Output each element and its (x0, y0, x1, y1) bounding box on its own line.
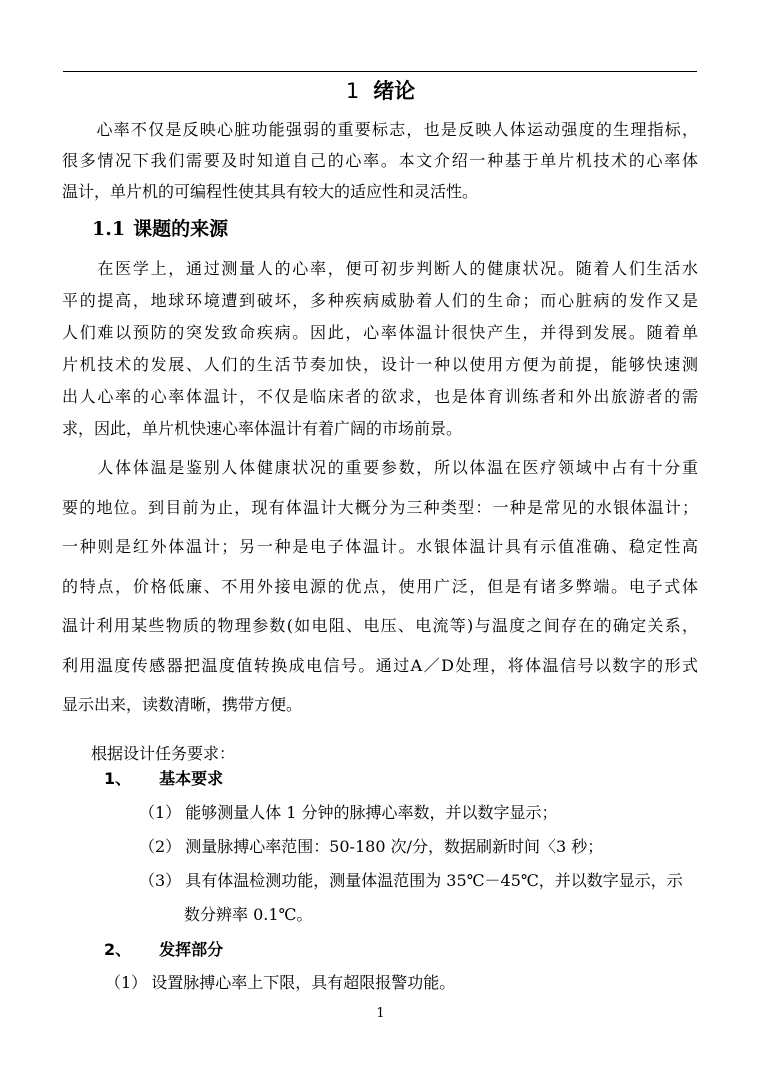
paragraph-line: 心率不仅是反映心脏功能强弱的重要标志，也是反映人体运动强度的生理指标， (62, 120, 698, 139)
paragraph-line: 出人心率的心率体温计，不仅是临床者的欲求，也是体育训练者和外出旅游者的需 (62, 387, 698, 406)
intro-paragraph (62, 114, 698, 207)
paragraph-line: 求，因此，单片机快速心率体温计有着广阔的市场前景。 (62, 419, 463, 438)
paragraph-line: 平的提高，地球环境遭到破坏，多种疾病威胁着人们的生命；而心脏病的发作又是 (62, 291, 698, 310)
chapter-heading (0, 75, 761, 105)
paragraph-line: 人们难以预防的突发致命疾病。因此，心率体温计很快产生，并得到发展。随着单 (62, 323, 698, 342)
source-paragraph-1 (62, 253, 698, 445)
basic-requirements-title: 基本要求 (159, 769, 224, 788)
paragraph-line: 片机技术的发展、人们的生活节奏加快，设计一种以使用方便为前提，能够快速测 (62, 355, 698, 374)
section-heading (92, 214, 228, 241)
basic-item-3-continuation: 数分辨率 0.1℃。 (184, 905, 313, 924)
extra-requirements-number: 2、 (104, 940, 132, 959)
requirements-intro: 根据设计任务要求： (91, 744, 236, 763)
paragraph-line: 利用温度传感器把温度值转换成电信号。通过A／D处理，将体温信号以数字的形式 (62, 655, 698, 675)
paragraph-line: 温计利用某些物质的物理参数(如电阻、电压、电流等)与温度之间存在的确定关系， (62, 616, 698, 635)
paragraph-line: 在医学上，通过测量人的心率，便可初步判断人的健康状况。随着人们生活水 (62, 259, 698, 278)
item-text: 测量脉搏心率范围：50-180 次/分，数据刷新时间〈3 秒； (185, 837, 604, 856)
item-text: 能够测量人体 1 分钟的脉搏心率数，并以数字显示； (185, 803, 558, 822)
paragraph-line: 一种则是红外体温计；另一种是电子体温计。水银体温计具有示值准确、稳定性高 (62, 537, 698, 556)
page-number: 1 (376, 1006, 385, 1021)
paragraph-line: 显示出来，读数清晰，携带方便。 (62, 695, 303, 714)
extra-requirements-title: 发挥部分 (159, 940, 224, 959)
basic-item-2 (139, 834, 603, 857)
basic-requirements-number: 1、 (104, 769, 132, 788)
basic-item-3 (139, 868, 683, 891)
paragraph-line: 要的地位。到目前为止，现有体温计大概分为三种类型：一种是常见的水银体温计； (62, 497, 698, 517)
basic-item-1 (139, 800, 558, 823)
chapter-number: 1 (345, 79, 360, 103)
paragraph-line: 温计，单片机的可编程性使其具有较大的适应性和灵活性。 (62, 182, 479, 201)
item-number: （1） (105, 973, 148, 992)
item-number: （1） (139, 803, 182, 822)
header-rule (63, 71, 697, 72)
section-title: 课题的来源 (133, 218, 229, 240)
chapter-title: 绪论 (373, 79, 416, 103)
item-text: 设置脉搏心率上下限，具有超限报警功能。 (151, 973, 456, 992)
extra-requirements-heading (104, 937, 223, 960)
source-paragraph-2 (62, 448, 698, 725)
item-number: （2） (139, 837, 182, 856)
paragraph-line: 人体体温是鉴别人体健康状况的重要参数，所以体温在医疗领域中占有十分重 (62, 458, 698, 477)
basic-requirements-heading (104, 766, 223, 789)
paragraph-line: 很多情况下我们需要及时知道自己的心率。本文介绍一种基于单片机技术的心率体 (62, 151, 698, 170)
section-number: 1.1 (92, 218, 126, 240)
paragraph-line: 的特点，价格低廉、不用外接电源的优点，使用广泛，但是有诸多弊端。电子式体 (62, 576, 698, 596)
item-text: 具有体温检测功能，测量体温范围为 35℃－45℃，并以数字显示，示 (185, 871, 683, 890)
extra-item-1 (105, 970, 455, 993)
item-number: （3） (139, 871, 182, 890)
